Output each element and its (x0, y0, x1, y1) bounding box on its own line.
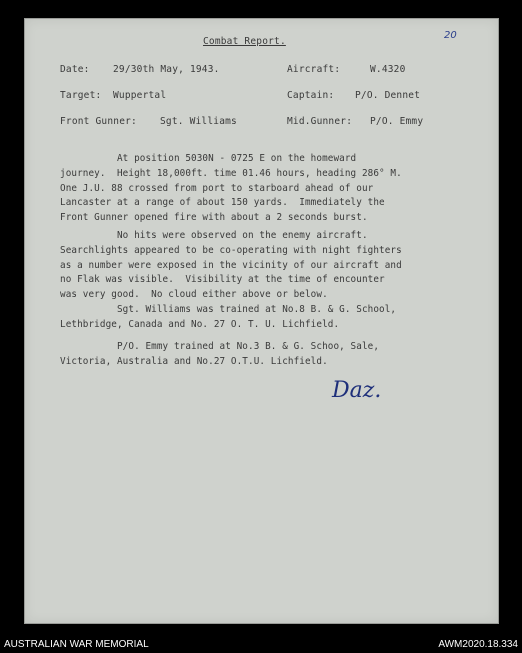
front-gunner-value: Sgt. Williams (160, 116, 237, 127)
aircraft-label: Aircraft: (287, 64, 341, 75)
text-line: journey. Height 18,000ft. time 01.46 hours, heading 286° M. (60, 167, 402, 179)
paragraph-observations (60, 229, 450, 303)
target-value: Wuppertal (113, 90, 167, 101)
front-gunner-label: Front Gunner: (60, 116, 137, 127)
text-line: One J.U. 88 crossed from port to starboard ahead of our (60, 182, 374, 194)
text-line: P/O. Emmy trained at No.3 B. & G. Schoo, Sale, (60, 341, 380, 352)
paragraph-front-gunner-training (60, 303, 450, 333)
text-line: was very good. No cloud either above or below. (60, 289, 328, 301)
paragraph-encounter (60, 152, 450, 226)
paragraph-mid-gunner-training (60, 340, 450, 370)
text-line: Front Gunner opened fire with about a 2 seconds burst. (60, 212, 368, 224)
page-number-annotation: 20 (444, 30, 457, 41)
captain-value: P/O. Dennet (355, 90, 421, 101)
handwritten-signature: Daz. (332, 378, 382, 403)
text-line: as a number were exposed in the vicinity of our aircraft and (60, 259, 402, 271)
aircraft-value: W.4320 (370, 64, 406, 75)
text-line: Searchlights appeared to be co-operating with night fighters (60, 244, 402, 256)
footer-accession-number: AWM2020.18.334 (438, 639, 518, 650)
mid-gunner-label: Mid.Gunner: (287, 116, 353, 127)
text-line: At position 5030N - 0725 E on the homeward (60, 153, 357, 164)
captain-label: Captain: (287, 90, 335, 101)
report-title: Combat Report. (203, 36, 286, 47)
date-label: Date: (60, 64, 90, 75)
text-line: No hits were observed on the enemy aircraft. (60, 230, 368, 241)
date-value: 29/30th May, 1943. (113, 64, 220, 75)
text-line: Victoria, Australia and No.27 O.T.U. Lichfield. (60, 355, 328, 367)
footer-institution: AUSTRALIAN WAR MEMORIAL (4, 639, 149, 650)
target-label: Target: (60, 90, 102, 101)
text-line: Sgt. Williams was trained at No.8 B. & G. School, (60, 304, 397, 315)
text-line: Lethbridge, Canada and No. 27 O. T. U. Lichfield. (60, 318, 340, 330)
text-line: no Flak was visible. Visibility at the time of encounter (60, 274, 385, 286)
text-line: Lancaster at a range of about 150 yards. Immediately the (60, 197, 385, 209)
mid-gunner-value: P/O. Emmy (370, 116, 424, 127)
